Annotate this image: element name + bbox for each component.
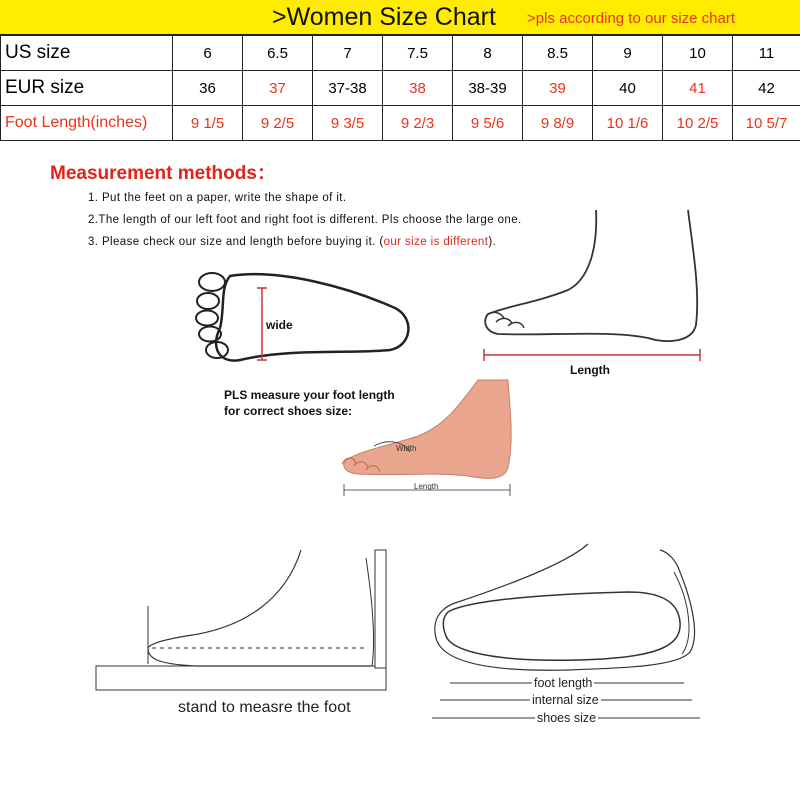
table-cell: 10 [663,36,733,71]
pls-line-1: PLS measure your foot length [224,388,395,402]
row-header: US size [1,36,173,71]
table-cell: 8 [453,36,523,71]
table-cell: 9 8/9 [523,106,593,141]
label-foot-length: foot length [534,676,593,690]
step-3-prefix: 3. Please check our size and length before buying it. ( [88,236,384,248]
table-row [1,71,800,106]
foot-side-view [478,210,708,350]
table-cell: 40 [593,71,663,106]
step-3-suffix: ). [488,236,497,248]
table-cell: 6.5 [243,36,313,71]
table-cell: 37-38 [313,71,383,106]
table-cell: 8.5 [523,36,593,71]
table-cell: 42 [733,71,800,106]
table-cell: 10 1/6 [593,106,663,141]
table-cell: 10 2/5 [663,106,733,141]
chart-subtitle: >pls according to our size chart [527,10,736,27]
table-cell: 38-39 [453,71,523,106]
label-shoes-size: shoes size [537,711,597,725]
table-row [1,106,800,141]
table-cell: 9 [593,36,663,71]
table-cell: 7 [313,36,383,71]
table-cell: 41 [663,71,733,106]
chart-title: >Women Size Chart [272,3,496,31]
table-cell: 7.5 [383,36,453,71]
standing-foot-diagram [96,548,396,693]
table-cell: 36 [173,71,243,106]
step-2: 2.The length of our left foot and right foot is different. Pls choose the large one. [88,214,522,226]
table-cell: 10 5/7 [733,106,800,141]
table-row [1,36,800,71]
table-cell: 9 1/5 [173,106,243,141]
table-cell: 11 [733,36,800,71]
label-internal-size: internal size [532,693,599,707]
step-1: 1. Put the feet on a paper, write the shape of it. [88,192,347,204]
table-cell: 9 2/3 [383,106,453,141]
pls-line-2: for correct shoes size: [224,404,353,418]
table-cell: 9 3/5 [313,106,383,141]
table-cell: 6 [173,36,243,71]
table-cell: 39 [523,71,593,106]
step-3-highlight: our size is different [383,236,489,248]
label-length-small: Length [414,482,439,491]
label-length: Length [570,363,610,377]
row-header: Foot Length(inches) [1,106,173,141]
step-3 [88,236,496,248]
foot-outline-top-view [190,268,420,368]
size-table [0,35,800,141]
table-cell: 37 [243,71,313,106]
label-wide: wide [266,318,293,332]
row-header: EUR size [1,71,173,106]
table-cell: 38 [383,71,453,106]
measurement-heading: Measurement methods： [50,163,276,184]
chart-title-bar [0,0,800,35]
table-cell: 9 2/5 [243,106,313,141]
stand-caption: stand to measre the foot [178,699,351,716]
label-width-small: Width [396,444,417,453]
table-cell: 9 5/6 [453,106,523,141]
foot-photo-illustration [338,380,518,498]
